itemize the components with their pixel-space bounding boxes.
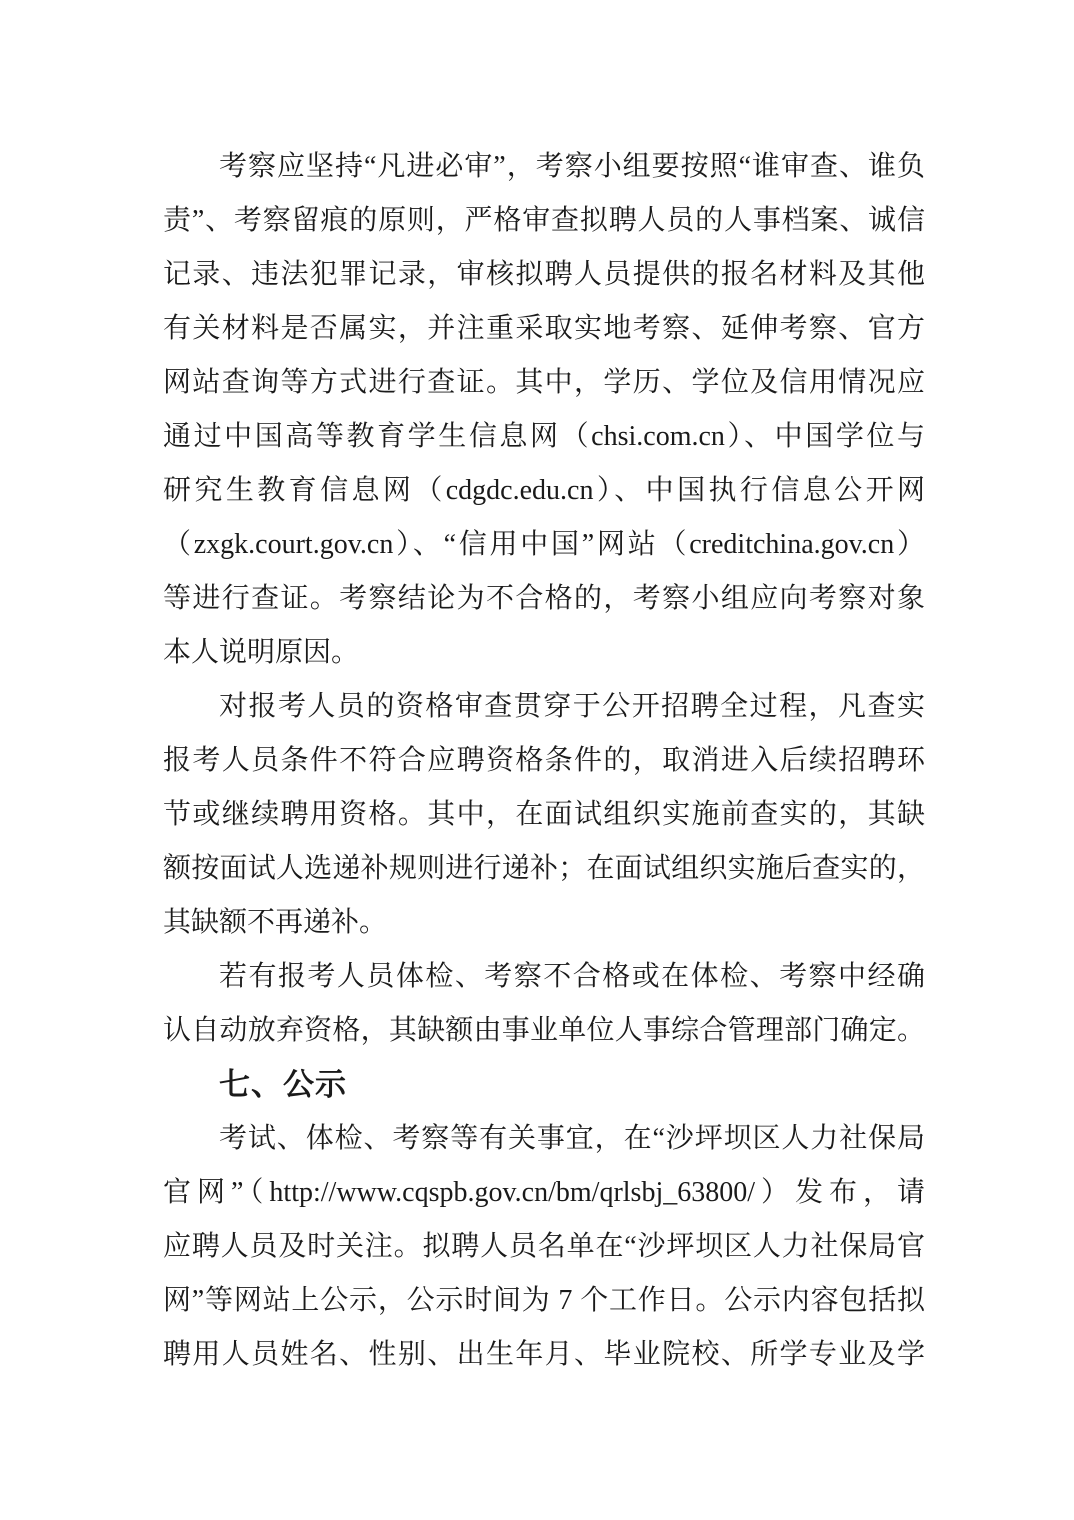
text-line: 若有报考人员体检、考察不合格或在体检、考察中经确: [219, 961, 925, 992]
paragraph-publicity-details: [163, 1112, 925, 1382]
text-line: 其缺额不再递补。: [163, 907, 388, 938]
text-line: 报考人员条件不符合应聘资格条件的，取消进入后续招聘环: [163, 745, 925, 776]
text-line: 网”等网站上公示，公示时间为 7 个工作日。公示内容包括拟: [163, 1285, 925, 1316]
text-line: 官网”（http://www.cqspb.gov.cn/bm/qrlsbj_63800/）发布，请: [163, 1177, 925, 1208]
paragraph-qualification-review: [163, 680, 925, 950]
text-line: 等进行查证。考察结论为不合格的，考察小组应向考察对象: [163, 583, 925, 614]
text-line: 通过中国高等教育学生信息网（chsi.com.cn）、中国学位与: [163, 421, 925, 452]
text-line: 对报考人员的资格审查贯穿于公开招聘全过程，凡查实: [219, 691, 925, 722]
text-line: 本人说明原因。: [163, 637, 360, 668]
heading-line: 七、公示: [219, 1067, 347, 1102]
paragraph-investigation-review: [163, 140, 925, 680]
text-line: 研究生教育信息网（cdgdc.edu.cn）、中国执行信息公开网: [163, 475, 925, 506]
text-line: 记录、违法犯罪记录，审核拟聘人员提供的报名材料及其他: [163, 259, 925, 290]
text-line: 应聘人员及时关注。拟聘人员名单在“沙坪坝区人力社保局官: [163, 1231, 925, 1262]
text-line: 节或继续聘用资格。其中，在面试组织实施前查实的，其缺: [163, 799, 925, 830]
text-line: 责”、考察留痕的原则，严格审查拟聘人员的人事档案、诚信: [163, 205, 925, 236]
text-line: 额按面试人选递补规则进行递补；在面试组织实施后查实的，: [163, 853, 925, 884]
text-line: 网站查询等方式进行查证。其中，学历、学位及信用情况应: [163, 367, 925, 398]
text-line: 认自动放弃资格，其缺额由事业单位人事综合管理部门确定。: [163, 1015, 925, 1046]
text-line: 有关材料是否属实，并注重采取实地考察、延伸考察、官方: [163, 313, 925, 344]
section-heading-publicity: [163, 1058, 925, 1112]
paragraph-vacancy-determination: [163, 950, 925, 1058]
document-text-block: [163, 140, 925, 1382]
text-line: 考察应坚持“凡进必审”，考察小组要按照“谁审查、谁负: [219, 151, 925, 182]
text-line: 聘用人员姓名、性别、出生年月、毕业院校、所学专业及学: [163, 1339, 925, 1370]
text-line: （zxgk.court.gov.cn）、“信用中国”网站（creditchina.gov.cn）: [163, 529, 925, 560]
text-line: 考试、体检、考察等有关事宜，在“沙坪坝区人力社保局: [219, 1123, 925, 1154]
